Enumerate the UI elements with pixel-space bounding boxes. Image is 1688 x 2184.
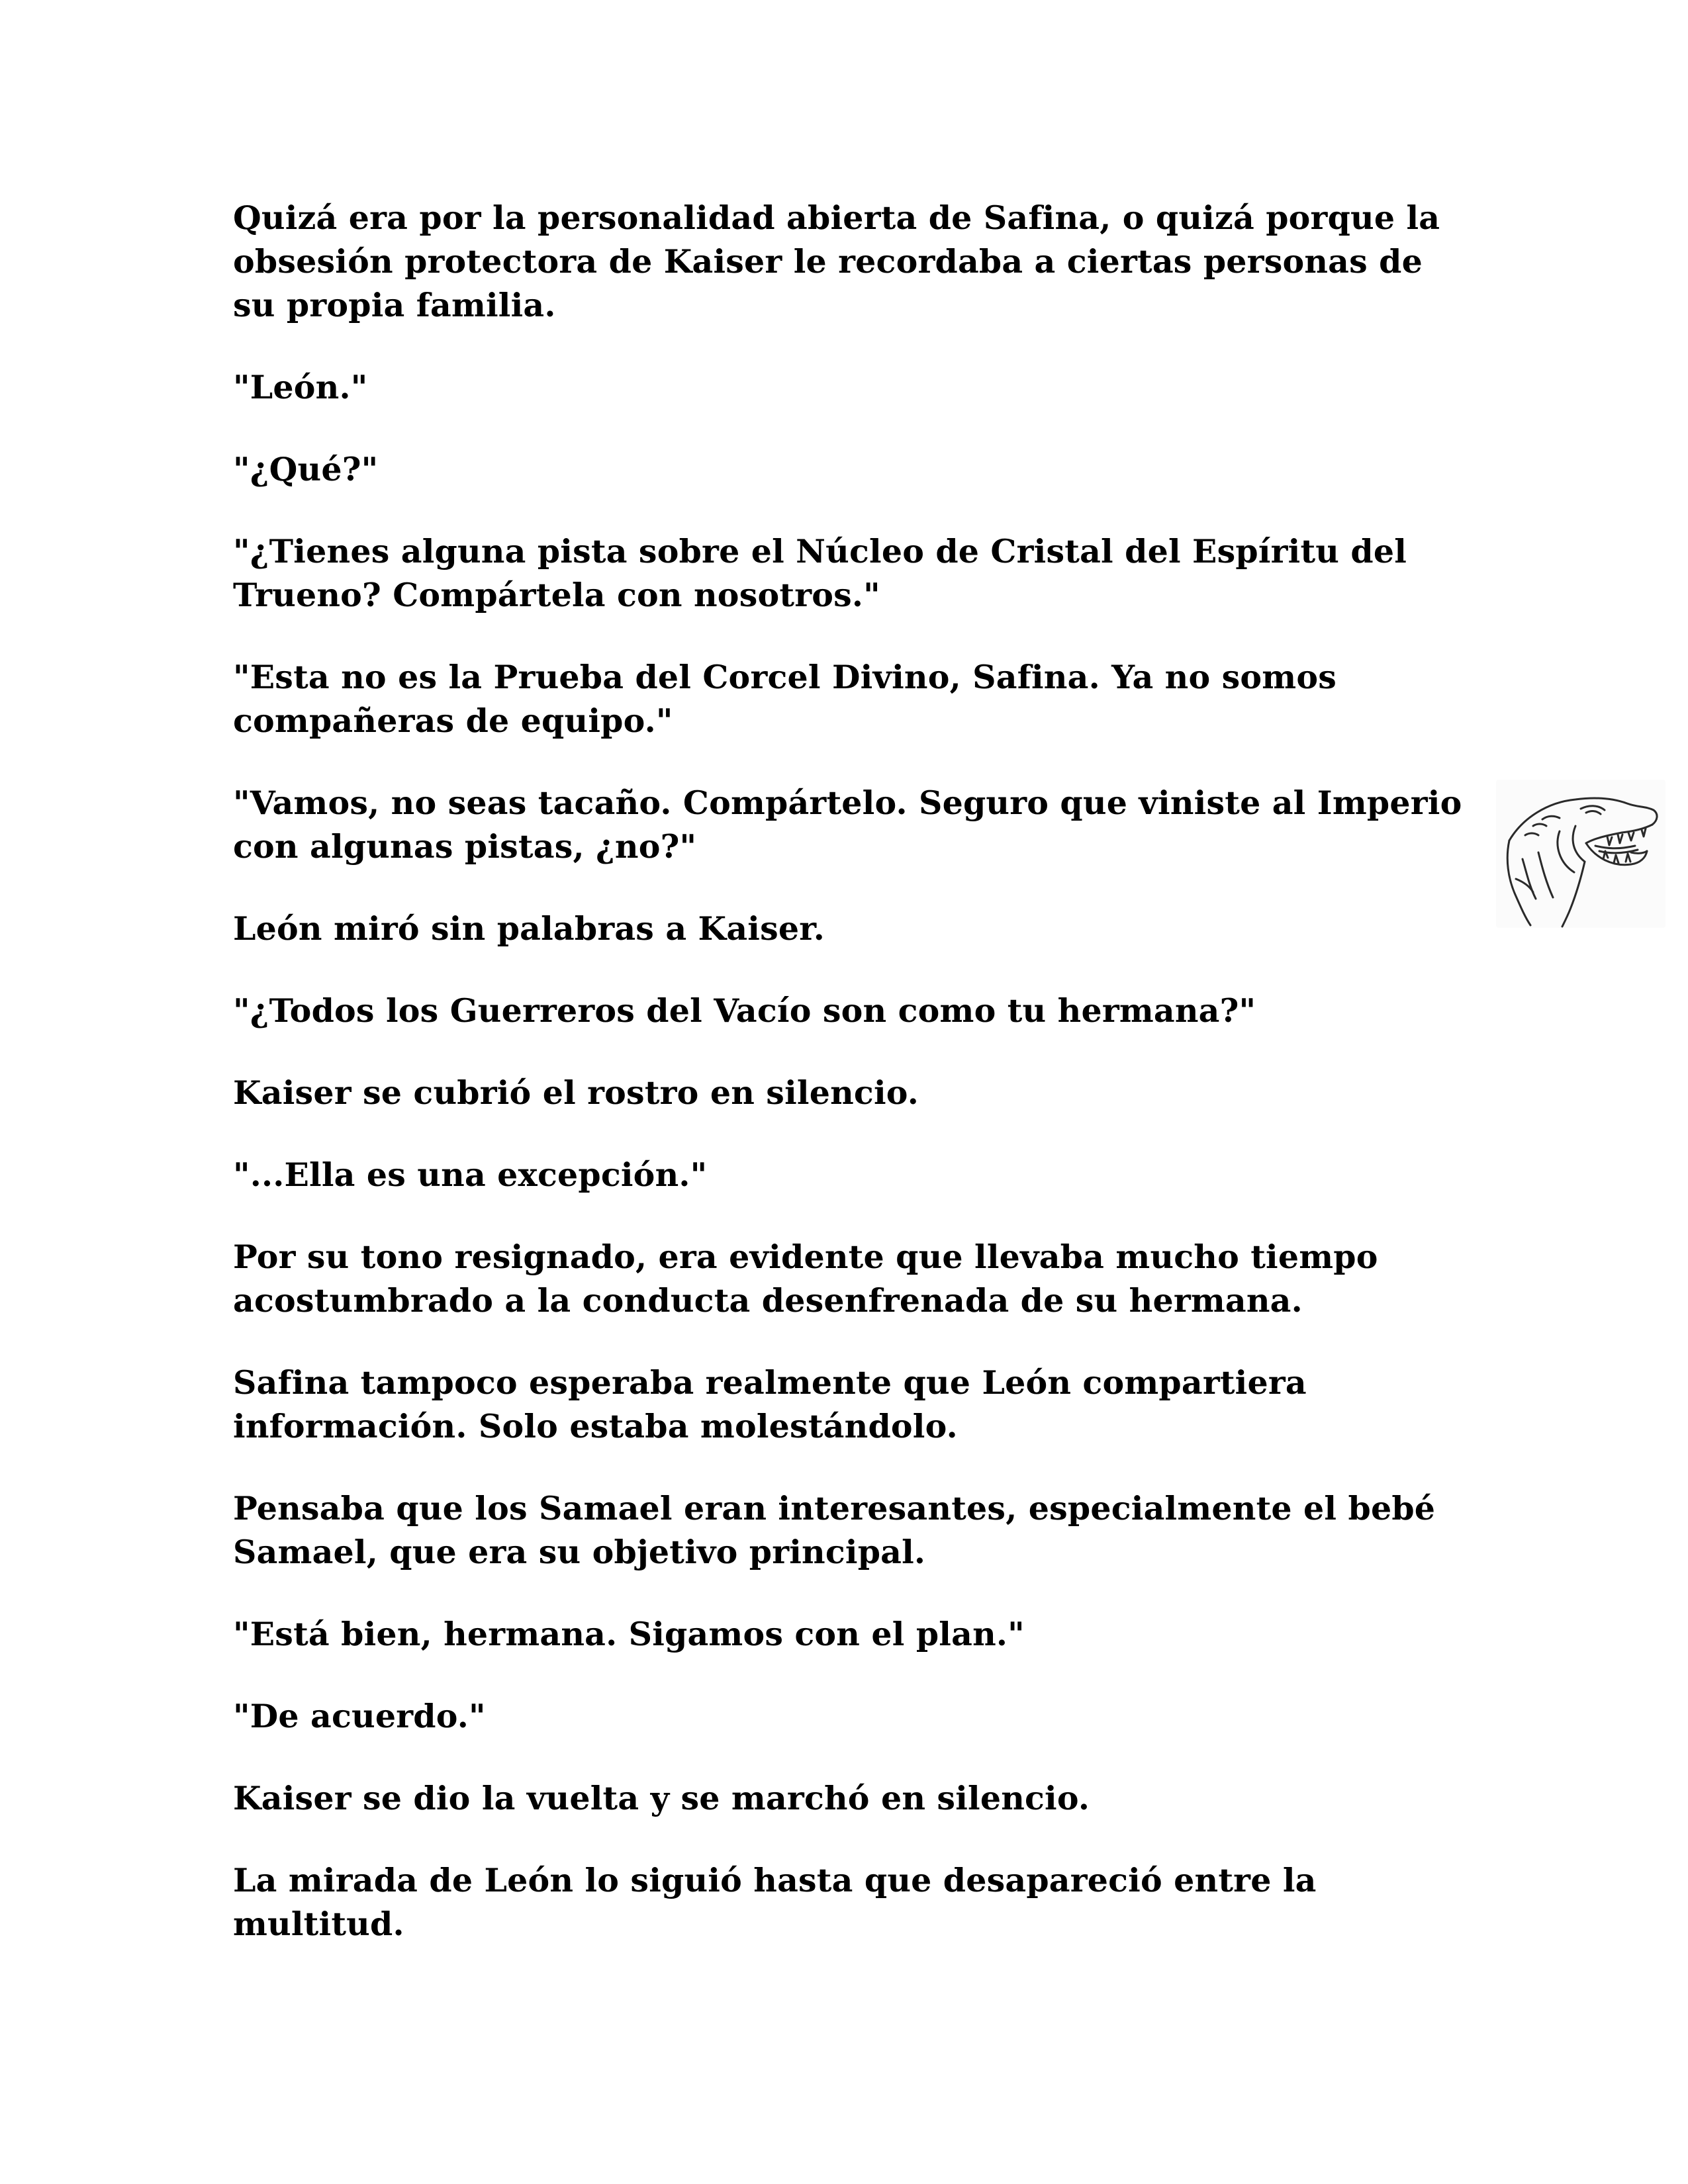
body-text [233,196,1464,1984]
paragraph-3: "¿Qué?" [233,450,379,488]
paragraph-15: "De acuerdo." [233,1697,486,1735]
paragraph-6: "Vamos, no seas tacaño. Compártelo. Seguro que viniste al Imperio con algunas pistas, ¿no?" [233,784,1462,866]
paragraph-14: "Está bien, hermana. Sigamos con el plan." [233,1615,1025,1653]
paragraph-16: Kaiser se dio la vuelta y se marchó en silencio. [233,1779,1090,1817]
paragraph-7: León miró sin palabras a Kaiser. [233,909,825,948]
dinosaur-head-sketch-icon [1496,780,1665,928]
paragraph-5: "Esta no es la Prueba del Corcel Divino, Safina. Ya no somos compañeras de equipo." [233,658,1337,740]
paragraph-17: La mirada de León lo siguió hasta que desapareció entre la multitud. [233,1861,1317,1943]
paragraph-12: Safina tampoco esperaba realmente que León compartiera información. Solo estaba molestándolo. [233,1363,1307,1445]
paragraph-2: "León." [233,368,368,406]
paragraph-4: "¿Tienes alguna pista sobre el Núcleo de Cristal del Espíritu del Trueno? Compártela con nosotros." [233,532,1407,614]
paragraph-13: Pensaba que los Samael eran interesantes, especialmente el bebé Samael, que era su objetivo principal. [233,1489,1436,1571]
paragraph-9: Kaiser se cubrió el rostro en silencio. [233,1073,919,1112]
paragraph-10: "...Ella es una excepción." [233,1156,708,1194]
dinosaur-sketch-drawing [1496,780,1665,928]
paragraph-1: Quizá era por la personalidad abierta de Safina, o quizá porque la obsesión protectora de Kaiser le recordaba a ciertas personas de su propia familia. [233,199,1440,324]
paragraph-11: Por su tono resignado, era evidente que llevaba mucho tiempo acostumbrado a la conducta desenfrenada de su hermana. [233,1238,1378,1320]
paragraph-8: "¿Todos los Guerreros del Vacío son como tu hermana?" [233,991,1256,1030]
